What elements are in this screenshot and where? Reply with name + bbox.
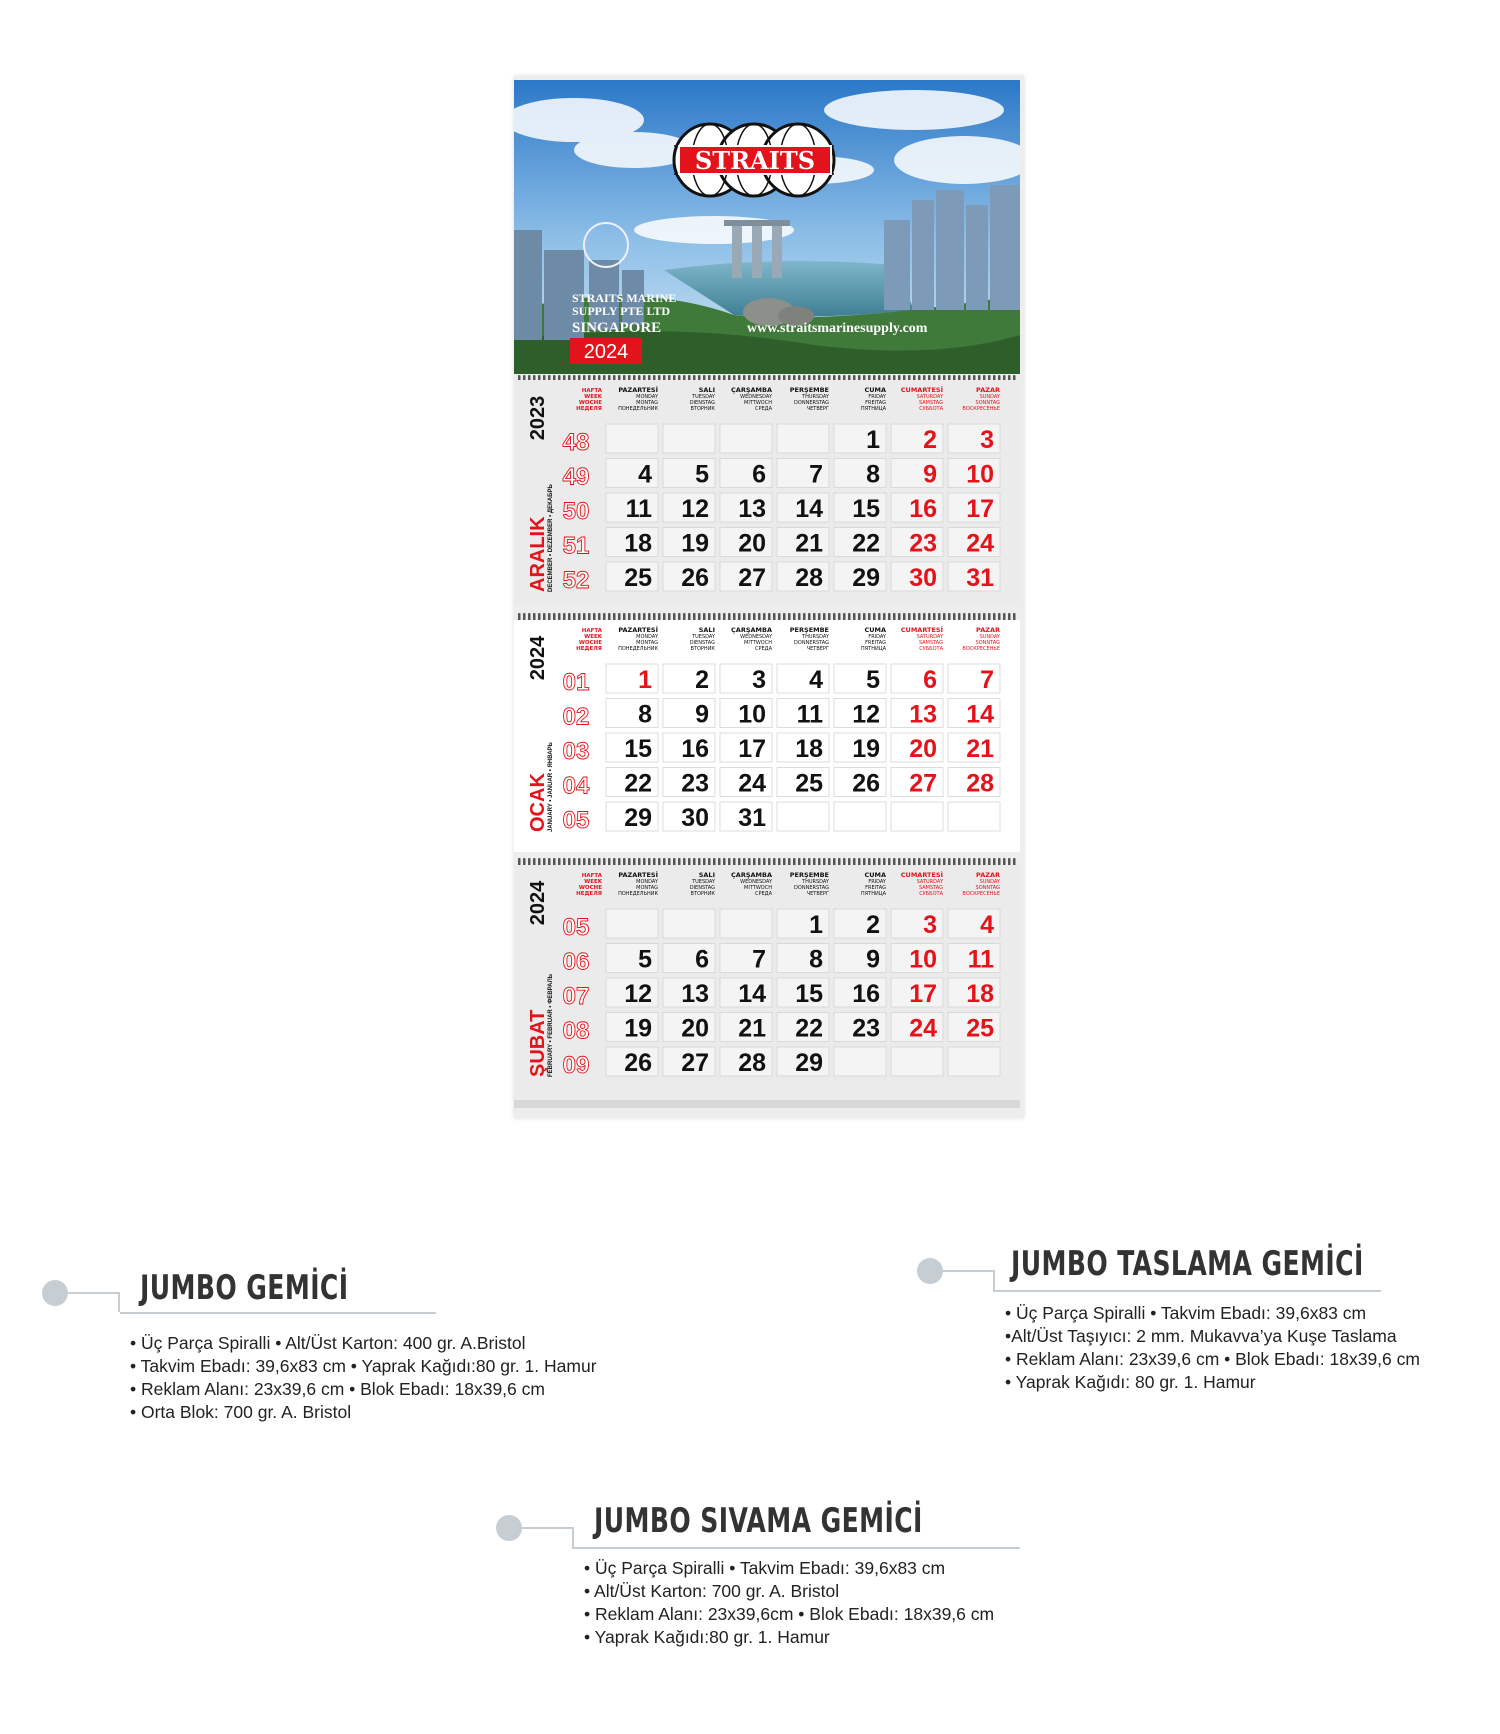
day-header-sub: ПЯТНИЦА <box>860 891 886 897</box>
day-header-sub: DIENSTAG <box>689 640 715 646</box>
spec-line: • Reklam Alanı: 23x39,6 cm • Blok Ebadı: 18x39,6 cm <box>130 1379 545 1399</box>
day-header-sub: СУББОТА <box>919 646 943 652</box>
day-number: 3 <box>923 911 937 939</box>
day-number: 19 <box>681 529 709 558</box>
day-number: 12 <box>681 495 709 523</box>
day-header-sub: FREITAG <box>865 640 886 646</box>
day-number: 11 <box>625 495 652 523</box>
day-number: 23 <box>909 529 937 558</box>
week-number: 02 <box>562 703 590 731</box>
day-number: 16 <box>681 735 709 763</box>
day-header-sub: SATURDAY <box>916 394 943 400</box>
day-number: 4 <box>809 666 823 694</box>
day-number: 27 <box>909 769 937 798</box>
day-number: 31 <box>738 804 766 832</box>
spec-line: • Yaprak Kağıdı: 80 gr. 1. Hamur <box>1005 1372 1256 1392</box>
website: www.straitsmarinesupply.com <box>747 321 928 336</box>
week-header-label: WOCHE <box>578 640 602 646</box>
day-number: 2 <box>866 911 880 939</box>
day-number: 10 <box>966 460 994 489</box>
day-header-tr: CUMA <box>864 386 886 394</box>
day-header-tr: SALI <box>698 386 715 394</box>
day-header-sub: WEDNESDAY <box>740 879 772 885</box>
day-header-sub: WEDNESDAY <box>740 394 772 400</box>
week-header-label: HAFTA <box>581 388 602 394</box>
day-number: 7 <box>980 666 994 694</box>
day-cell <box>834 1047 886 1076</box>
day-header-tr: SALI <box>698 871 715 879</box>
day-header-sub: SAMSTAG <box>918 885 943 891</box>
week-header-label: WEEK <box>584 634 602 640</box>
week-header-label: WOCHE <box>578 400 602 406</box>
day-header-sub: ПОНЕДЕЛЬНИК <box>618 406 658 412</box>
day-header-sub: СУББОТА <box>919 891 943 897</box>
week-number: 50 <box>562 498 590 525</box>
day-header-sub: ПЯТНИЦА <box>860 406 886 412</box>
day-header-sub: СРЕДА <box>755 891 772 897</box>
day-header-sub: DONNERSTAG <box>794 640 829 646</box>
day-number: 23 <box>852 1014 880 1043</box>
day-header-sub: WEDNESDAY <box>740 634 772 640</box>
spec-line: • Üç Parça Spiralli • Alt/Üst Karton: 400 gr. A.Bristol <box>130 1333 526 1353</box>
day-number: 20 <box>909 735 937 763</box>
section-dot <box>42 1280 68 1306</box>
day-header-sub: MITTWOCH <box>744 640 772 646</box>
day-number: 20 <box>738 529 766 558</box>
day-number: 15 <box>795 980 823 1008</box>
day-number: 19 <box>852 735 880 763</box>
day-header-sub: MONDAY <box>636 394 658 400</box>
week-header-label: НЕДЕЛЯ <box>576 891 602 897</box>
day-header-sub: MITTWOCH <box>744 400 772 406</box>
day-header-tr: PAZARTESİ <box>618 871 658 879</box>
day-number: 8 <box>809 945 823 974</box>
day-number: 19 <box>624 1014 652 1043</box>
day-number: 26 <box>681 564 709 592</box>
day-number: 28 <box>795 564 823 592</box>
day-number: 22 <box>624 769 652 798</box>
day-cell <box>606 424 658 453</box>
calendar-header-photo <box>514 80 1020 374</box>
week-header-label: НЕДЕЛЯ <box>576 646 602 652</box>
company-line1: STRAITS MARINE <box>572 291 677 305</box>
day-header-tr: PAZAR <box>976 871 1000 879</box>
day-header-sub: THURSDAY <box>802 634 829 640</box>
calendar-bottom-edge <box>514 1100 1020 1108</box>
straits-logo <box>674 124 834 196</box>
day-header-sub: ПОНЕДЕЛЬНИК <box>618 646 658 652</box>
day-header-sub: MONTAG <box>636 640 658 646</box>
day-number: 8 <box>866 460 880 489</box>
week-number: 49 <box>562 463 590 491</box>
day-header-tr: SALI <box>698 626 715 634</box>
day-number: 13 <box>738 495 766 523</box>
day-header-sub: СУББОТА <box>919 406 943 412</box>
week-header-label: НЕДЕЛЯ <box>576 406 602 412</box>
product-spec-list <box>584 1557 994 1649</box>
day-number: 6 <box>923 666 937 694</box>
day-header-sub: ЧЕТВЕРГ <box>806 406 829 412</box>
day-header-tr: PAZARTESİ <box>618 626 658 634</box>
day-number: 29 <box>624 804 652 832</box>
day-header-sub: SUNDAY <box>979 879 1000 885</box>
day-number: 11 <box>967 945 994 974</box>
day-number: 9 <box>866 945 880 974</box>
week-number: 06 <box>562 948 590 976</box>
day-number: 16 <box>852 980 880 1008</box>
day-number: 4 <box>638 460 652 489</box>
day-header-sub: DIENSTAG <box>689 400 715 406</box>
spiral-binding-2 <box>514 608 1020 620</box>
day-number: 25 <box>624 564 652 592</box>
week-number: 04 <box>562 772 590 800</box>
day-cell <box>948 802 1000 831</box>
month-name: ŞUBAT <box>527 1009 549 1077</box>
day-number: 25 <box>795 769 823 798</box>
company-line3: SINGAPORE <box>572 320 662 336</box>
day-header-sub: MONDAY <box>636 879 658 885</box>
day-header-sub: SONNTAG <box>975 885 1000 891</box>
day-header-tr: PERŞEMBE <box>789 871 829 879</box>
day-header-tr: CUMARTESİ <box>900 626 943 634</box>
day-number: 22 <box>795 1014 823 1043</box>
day-number: 14 <box>738 980 766 1008</box>
spec-line: • Alt/Üst Karton: 700 gr. A. Bristol <box>584 1581 840 1601</box>
month-year: 2023 <box>527 395 549 441</box>
spiral-binding-3 <box>514 853 1020 865</box>
month-year: 2024 <box>527 880 549 926</box>
week-number: 01 <box>562 669 590 696</box>
week-number: 07 <box>562 983 590 1010</box>
spec-line: • Reklam Alanı: 23x39,6cm • Blok Ebadı: 18x39,6 cm <box>584 1604 995 1624</box>
day-number: 15 <box>852 495 880 523</box>
day-number: 24 <box>909 1014 937 1043</box>
day-number: 16 <box>909 495 937 523</box>
day-header-sub: DONNERSTAG <box>794 885 829 891</box>
day-number: 29 <box>795 1049 823 1077</box>
day-cell <box>777 802 829 831</box>
day-header-sub: ПЯТНИЦА <box>860 646 886 652</box>
day-header-tr: PAZAR <box>976 626 1000 634</box>
product-spec-list <box>130 1332 597 1424</box>
day-header-sub: SAMSTAG <box>918 640 943 646</box>
day-header-sub: MONTAG <box>636 885 658 891</box>
day-header-sub: TUESDAY <box>692 634 715 640</box>
marina-bay-sands <box>724 220 790 278</box>
day-number: 24 <box>966 529 994 558</box>
day-header-sub: MONDAY <box>636 634 658 640</box>
day-number: 8 <box>638 700 652 729</box>
day-cell <box>777 424 829 453</box>
day-header-sub: ВОСКРЕСЕНЬЕ <box>962 646 1000 652</box>
day-number: 12 <box>852 700 880 729</box>
month-block-december <box>514 380 1020 604</box>
product-title: JUMBO SIVAMA GEMİCİ <box>594 1501 923 1541</box>
day-number: 7 <box>809 460 823 489</box>
spec-line: • Reklam Alanı: 23x39,6 cm • Blok Ebadı: 18x39,6 cm <box>1005 1349 1420 1369</box>
day-number: 10 <box>738 700 766 729</box>
day-number: 11 <box>796 700 823 729</box>
day-header-sub: FRIDAY <box>868 394 886 400</box>
day-number: 28 <box>966 769 994 798</box>
month-year: 2024 <box>527 635 549 681</box>
day-header-sub: MONTAG <box>636 400 658 406</box>
day-number: 17 <box>909 980 937 1008</box>
day-cell <box>834 802 886 831</box>
day-header-sub: ПОНЕДЕЛЬНИК <box>618 891 658 897</box>
day-header-sub: SATURDAY <box>916 879 943 885</box>
spec-line: • Orta Blok: 700 gr. A. Bristol <box>130 1402 352 1422</box>
day-cell <box>891 1047 943 1076</box>
product-jumbo-sivama-gemici <box>494 1501 1034 1675</box>
week-header-label: WOCHE <box>578 885 602 891</box>
day-header-sub: SONNTAG <box>975 640 1000 646</box>
product-jumbo-gemici <box>40 1268 597 1430</box>
spec-line: •Alt/Üst Taşıyıcı: 2 mm. Mukavva’ya Kuşe Taslama <box>1005 1326 1397 1346</box>
day-number: 30 <box>681 804 709 832</box>
day-number: 18 <box>795 735 823 763</box>
day-header-sub: ВТОРНИК <box>690 646 715 652</box>
day-number: 27 <box>738 564 766 592</box>
day-number: 14 <box>966 700 994 729</box>
month-subtitle: FEBRUARY • FEBRUAR • ФЕВРАЛЬ <box>548 973 554 1077</box>
day-number: 24 <box>738 769 766 798</box>
day-cell <box>891 802 943 831</box>
day-header-sub: THURSDAY <box>802 394 829 400</box>
day-number: 13 <box>681 980 709 1008</box>
week-number: 03 <box>562 738 590 765</box>
day-number: 2 <box>923 426 937 454</box>
day-number: 5 <box>638 945 652 974</box>
day-header-sub: TUESDAY <box>692 394 715 400</box>
section-dot <box>496 1515 522 1541</box>
day-header-tr: ÇARŞAMBA <box>731 626 772 634</box>
day-number: 25 <box>966 1014 994 1043</box>
day-cell <box>606 909 658 938</box>
day-header-sub: SATURDAY <box>916 634 943 640</box>
day-number: 2 <box>695 666 709 694</box>
product-jumbo-taslama-gemici <box>915 1244 1465 1408</box>
day-header-sub: SONNTAG <box>975 400 1000 406</box>
day-header-tr: ÇARŞAMBA <box>731 386 772 394</box>
day-number: 23 <box>681 769 709 798</box>
day-header-sub: СРЕДА <box>755 646 772 652</box>
day-header-tr: CUMARTESİ <box>900 871 943 879</box>
day-number: 29 <box>852 564 880 592</box>
day-number: 12 <box>624 980 652 1008</box>
product-title: JUMBO GEMİCİ <box>140 1268 349 1308</box>
day-header-tr: ÇARŞAMBA <box>731 871 772 879</box>
day-cell <box>948 1047 1000 1076</box>
day-cell <box>720 424 772 453</box>
day-header-tr: CUMARTESİ <box>900 386 943 394</box>
day-header-sub: THURSDAY <box>802 879 829 885</box>
day-header-sub: FREITAG <box>865 885 886 891</box>
day-number: 26 <box>624 1049 652 1077</box>
day-number: 20 <box>681 1014 709 1043</box>
day-header-sub: ВОСКРЕСЕНЬЕ <box>962 406 1000 412</box>
week-header-label: WEEK <box>584 394 602 400</box>
day-header-sub: ВТОРНИК <box>690 406 715 412</box>
day-header-sub: ЧЕТВЕРГ <box>806 646 829 652</box>
week-header-label: HAFTA <box>581 628 602 634</box>
day-header-sub: FRIDAY <box>868 879 886 885</box>
day-header-sub: SUNDAY <box>979 634 1000 640</box>
day-number: 28 <box>738 1049 766 1077</box>
day-header-sub: ЧЕТВЕРГ <box>806 891 829 897</box>
day-number: 13 <box>909 700 937 729</box>
day-number: 1 <box>638 666 652 694</box>
day-number: 21 <box>795 529 823 558</box>
week-number: 09 <box>562 1052 590 1079</box>
day-header-sub: TUESDAY <box>692 879 715 885</box>
company-line2: SUPPLY PTE LTD <box>572 304 671 318</box>
week-header-label: HAFTA <box>581 873 602 879</box>
month-subtitle: JANUARY • JANUAR • ЯНВАРЬ <box>548 742 554 832</box>
week-number: 52 <box>562 567 590 594</box>
day-number: 17 <box>966 495 994 523</box>
day-number: 4 <box>980 911 994 939</box>
day-header-sub: MITTWOCH <box>744 885 772 891</box>
day-header-sub: SUNDAY <box>979 394 1000 400</box>
day-number: 30 <box>909 564 937 592</box>
day-number: 18 <box>624 529 652 558</box>
day-header-sub: СРЕДА <box>755 406 772 412</box>
week-number: 08 <box>562 1017 590 1045</box>
week-header-label: WEEK <box>584 879 602 885</box>
day-number: 17 <box>738 735 766 763</box>
spec-line: • Üç Parça Spiralli • Takvim Ebadı: 39,6x83 cm <box>1005 1303 1367 1323</box>
day-header-sub: ВОСКРЕСЕНЬЕ <box>962 891 1000 897</box>
day-number: 3 <box>980 426 994 454</box>
day-number: 14 <box>795 495 823 523</box>
day-header-sub: DIENSTAG <box>689 885 715 891</box>
week-number: 05 <box>562 914 590 941</box>
day-number: 3 <box>752 666 766 694</box>
day-number: 5 <box>866 666 880 694</box>
day-header-tr: CUMA <box>864 626 886 634</box>
month-block-february <box>514 865 1020 1097</box>
day-number: 9 <box>695 700 709 729</box>
day-header-sub: SAMSTAG <box>918 400 943 406</box>
day-number: 9 <box>923 460 937 489</box>
day-number: 31 <box>966 564 994 592</box>
day-header-tr: PAZARTESİ <box>618 386 658 394</box>
day-number: 27 <box>681 1049 709 1077</box>
spec-line: • Takvim Ebadı: 39,6x83 cm • Yaprak Kağıdı:80 gr. 1. Hamur <box>130 1356 597 1376</box>
spec-line: • Yaprak Kağıdı:80 gr. 1. Hamur <box>584 1627 830 1647</box>
spec-line: • Üç Parça Spiralli • Takvim Ebadı: 39,6x83 cm <box>584 1558 946 1578</box>
day-number: 5 <box>695 460 709 489</box>
day-header-sub: DONNERSTAG <box>794 400 829 406</box>
day-cell <box>663 909 715 938</box>
day-header-sub: ВТОРНИК <box>690 891 715 897</box>
day-number: 15 <box>624 735 652 763</box>
day-header-sub: FRIDAY <box>868 634 886 640</box>
day-number: 21 <box>738 1014 766 1043</box>
day-header-sub: FREITAG <box>865 400 886 406</box>
day-number: 18 <box>966 980 994 1008</box>
day-header-tr: PERŞEMBE <box>789 626 829 634</box>
month-name: ARALIK <box>527 516 549 592</box>
week-number: 05 <box>562 807 590 834</box>
day-header-tr: PERŞEMBE <box>789 386 829 394</box>
product-spec-list <box>1005 1302 1420 1394</box>
day-header-tr: CUMA <box>864 871 886 879</box>
month-block-january <box>514 620 1020 852</box>
day-number: 10 <box>909 945 937 974</box>
day-number: 6 <box>752 460 766 489</box>
day-number: 7 <box>752 945 766 974</box>
day-number: 26 <box>852 769 880 798</box>
day-number: 6 <box>695 945 709 974</box>
day-number: 1 <box>809 911 823 939</box>
day-number: 21 <box>966 735 994 763</box>
year-badge-text: 2024 <box>583 341 629 363</box>
day-cell <box>663 424 715 453</box>
month-name: OCAK <box>527 773 549 832</box>
day-header-tr: PAZAR <box>976 386 1000 394</box>
product-title: JUMBO TASLAMA GEMİCİ <box>1011 1244 1364 1284</box>
section-dot <box>917 1258 943 1284</box>
month-subtitle: DECEMBER • DEZEMBER • ДЕКАБРЬ <box>548 484 554 592</box>
logo-text: STRAITS <box>694 146 816 175</box>
day-number: 22 <box>852 529 880 558</box>
day-cell <box>720 909 772 938</box>
week-number: 51 <box>562 532 590 560</box>
week-number: 48 <box>562 429 590 456</box>
day-number: 1 <box>866 426 880 454</box>
